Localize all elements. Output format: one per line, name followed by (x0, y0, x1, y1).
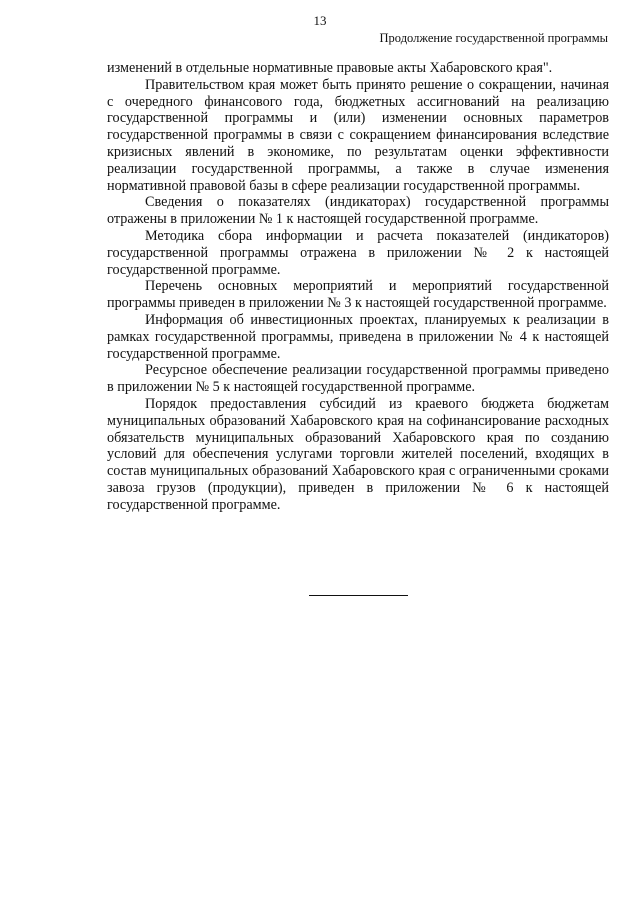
document-body (107, 60, 609, 514)
paragraph-subsidies: Порядок предоставления субсидий из краевого бюджета бюджетам муниципальных образований Хабаровского края на софинансирование расходных обязательств муниципальных образований Хабаровского края по созданию условий для обеспечения услугами торговли жителей поселений, входящих в состав муниципальных образований Хабаровского края с ограниченными сроками завоза грузов (продукции), приведен в приложении № 6 к настоящей государственной программе. (107, 395, 609, 513)
paragraph-methodology: Методика сбора информации и расчета показателей (индикаторов) государственной программы отражена в приложении № 2 к настоящей государственной программе. (107, 227, 609, 278)
continuation-note: Продолжение государственной программы (379, 31, 608, 45)
paragraph-indicators: Сведения о показателях (индикаторах) государственной программы отражены в приложении № 1 к настоящей государственной программе. (107, 194, 609, 228)
paragraph-continuation: изменений в отдельные нормативные правовые акты Хабаровского края". (107, 60, 553, 76)
paragraph-activities: Перечень основных мероприятий и мероприятий государственной программы приведен в приложении № 3 к настоящей государственной программе. (107, 278, 609, 312)
paragraph-budget-reduction: Правительством края может быть принято решение о сокращении, начиная с очередного финансового года, бюджетных ассигнований на реализацию государственной программы и (или) изменении основных параметров государственной программы в связи с сокращением финансирования вследствие кризисных явлений в экономике, по результатам оценки эффективности реализации государственной программы, а также в случае изменения нормативной правовой базы в сфере реализации государственной программы. (107, 76, 609, 194)
paragraph-investment-projects: Информация об инвестиционных проектах, планируемых к реализации в рамках государственной программы, приведена в приложении № 4 к настоящей государственной программе. (107, 311, 609, 362)
page-number: 13 (313, 13, 327, 28)
paragraph-resources: Ресурсное обеспечение реализации государственной программы приведено в приложении № 5 к настоящей государственной программе. (107, 362, 609, 396)
end-divider (309, 595, 408, 596)
